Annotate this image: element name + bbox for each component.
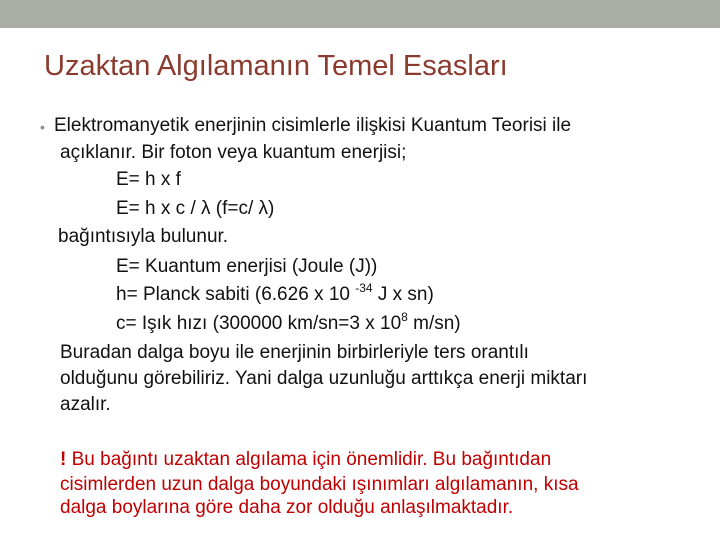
top-band xyxy=(0,0,720,28)
slide-title: Uzaktan Algılamanın Temel Esasları xyxy=(44,50,508,82)
body-line: olduğunu görebiliriz. Yani dalga uzunluğu arttıkça enerji miktarı xyxy=(60,368,588,389)
exponent: 8 xyxy=(401,310,408,324)
definition-text: c= Işık hızı (300000 km/sn=3 x 10 xyxy=(116,313,402,334)
definition-text: h= Planck sabiti (6.626 x 10 xyxy=(116,284,356,305)
definition-line: E= Kuantum enerjisi (Joule (J)) xyxy=(116,256,378,277)
definition-text: m/sn) xyxy=(407,313,461,334)
exponent: -34 xyxy=(355,281,373,295)
body-line: açıklanır. Bir foton veya kuantum enerjisi; xyxy=(60,142,407,163)
body-line: azalır. xyxy=(60,394,111,415)
exclamation-icon: ! xyxy=(60,449,67,470)
note-line xyxy=(60,449,551,471)
body-line: Elektromanyetik enerjinin cisimlerle ilişkisi Kuantum Teorisi ile xyxy=(54,115,572,136)
note-line: dalga boylarına göre daha zor olduğu anlaşılmaktadır. xyxy=(60,497,514,518)
bullet-icon: • xyxy=(40,119,45,135)
definition-text: J x sn) xyxy=(372,284,434,305)
definition-line xyxy=(116,310,461,335)
bullet-item xyxy=(40,115,571,137)
note-text: Bu bağıntı uzaktan algılama için önemlidir. Bu bağıntıdan xyxy=(66,449,552,470)
note-line: cisimlerden uzun dalga boyundaki ışınımları algılamanın, kısa xyxy=(60,474,579,495)
body-line: Buradan dalga boyu ile enerjinin birbirleriyle ters orantılı xyxy=(60,342,529,363)
formula-line: E= h x c / λ (f=c/ λ) xyxy=(116,198,275,219)
definition-line xyxy=(116,281,434,306)
formula-line: E= h x f xyxy=(116,169,181,190)
body-line: bağıntısıyla bulunur. xyxy=(58,226,229,247)
